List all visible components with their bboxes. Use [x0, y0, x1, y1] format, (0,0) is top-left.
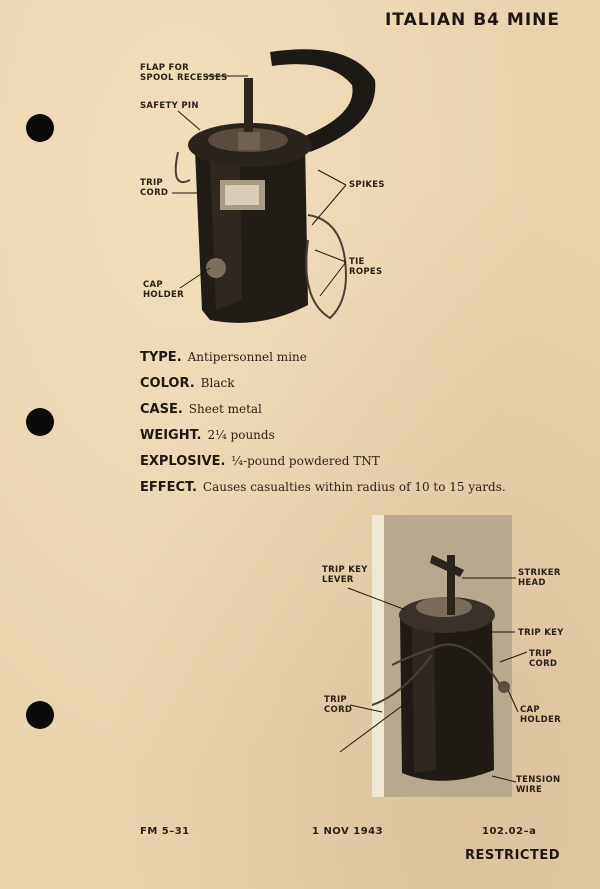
label-trip-key-lever: TRIP KEY LEVER — [322, 565, 368, 585]
label-cap-holder-installed: CAP HOLDER — [520, 705, 561, 725]
label-trip-key: TRIP KEY — [518, 628, 564, 638]
spec-key: COLOR. — [140, 376, 195, 391]
label-tie-ropes: TIE ROPES — [349, 257, 383, 277]
spec-key: TYPE. — [140, 350, 182, 365]
label-spikes: SPIKES — [349, 180, 385, 190]
spec-key: EXPLOSIVE. — [140, 454, 226, 469]
label-safety-pin: SAFETY PIN — [140, 101, 199, 111]
spec-key: CASE. — [140, 402, 183, 417]
spec-key: WEIGHT. — [140, 428, 202, 443]
label-flap-for-spool-recesses: FLAP FOR SPOOL RECESSES — [140, 63, 228, 83]
label-trip-cord-left: TRIP CORD — [324, 695, 353, 715]
label-tension-wire: TENSION WIRE — [516, 775, 561, 795]
spec-value: 2¼ pounds — [207, 428, 275, 442]
spec-value: Causes casualties within radius of 10 to 15 yards. — [202, 480, 506, 494]
classification-restricted: RESTRICTED — [464, 848, 560, 863]
spec-value: ¼-pound powdered TNT — [231, 454, 380, 468]
footer-date: 1 NOV 1943 — [312, 826, 384, 837]
spec-key: EFFECT. — [140, 480, 197, 495]
label-trip-cord-right: TRIP CORD — [529, 649, 558, 669]
footer-page-code: 102.02–a — [482, 826, 537, 837]
page-title: ITALIAN B4 MINE — [384, 10, 560, 30]
spec-value: Antipersonnel mine — [187, 350, 307, 364]
footer-manual-number: FM 5–31 — [140, 826, 190, 837]
label-cap-holder: CAP HOLDER — [143, 280, 184, 300]
label-trip-cord: TRIP CORD — [140, 178, 169, 198]
spec-value: Sheet metal — [188, 402, 262, 416]
spec-value: Black — [200, 376, 235, 390]
label-striker-head: STRIKER HEAD — [518, 568, 561, 588]
